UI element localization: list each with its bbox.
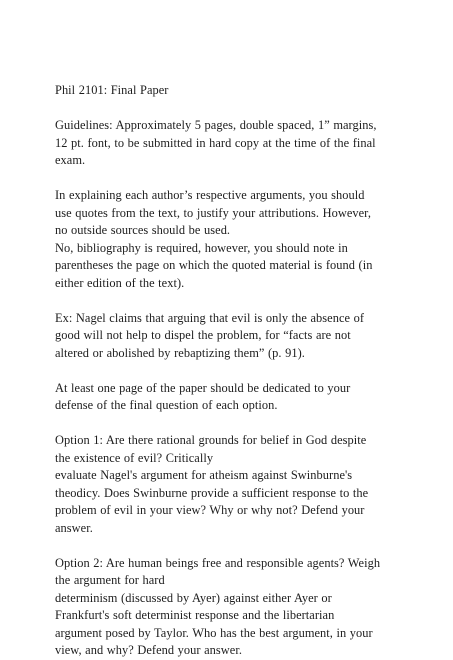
paragraph-gap	[55, 170, 433, 188]
paragraph-gap	[55, 100, 433, 118]
paragraph-gap	[55, 415, 433, 433]
option-2-paragraph: Option 2: Are human beings free and responsible agents? Weigh the argument for hard determinism (discussed by Ayer) against either Ayer or Frankfurt's soft determinist response and the libertarian argument posed by Taylor. Who has the best argument, in your view, and why? Defend your answer.	[55, 555, 381, 657]
paragraph-gap	[55, 362, 433, 380]
document-title: Phil 2101: Final Paper	[55, 83, 169, 97]
paragraph-gap	[55, 292, 433, 310]
option-1-paragraph: Option 1: Are there rational grounds for belief in God despite the existence of evil? Critically evaluate Nagel's argument for atheism against Swinburne's theodicy. Does Swinburne provide a sufficient response to the problem of evil in your view? Why or why not? Defend your answer.	[55, 433, 369, 535]
example-paragraph: Ex: Nagel claims that arguing that evil is only the absence of good will not help to dispel the problem, for “facts are not altered or abolished by rebaptizing them” (p. 91).	[55, 310, 365, 360]
paragraph-gap	[55, 537, 433, 555]
defense-note-paragraph: At least one page of the paper should be dedicated to your defense of the final question of each option.	[55, 380, 351, 412]
guidelines-paragraph: Guidelines: Approximately 5 pages, double spaced, 1” margins, 12 pt. font, to be submitted in hard copy at the time of the final exam.	[55, 118, 377, 167]
quotes-instruction-paragraph: In explaining each author’s respective arguments, you should use quotes from the text, to justify your attributions. However, no outside sources should be used. No, bibliography is required, however, you should note in parentheses the page on which the quoted material is found (in either edition of the text).	[55, 188, 373, 290]
